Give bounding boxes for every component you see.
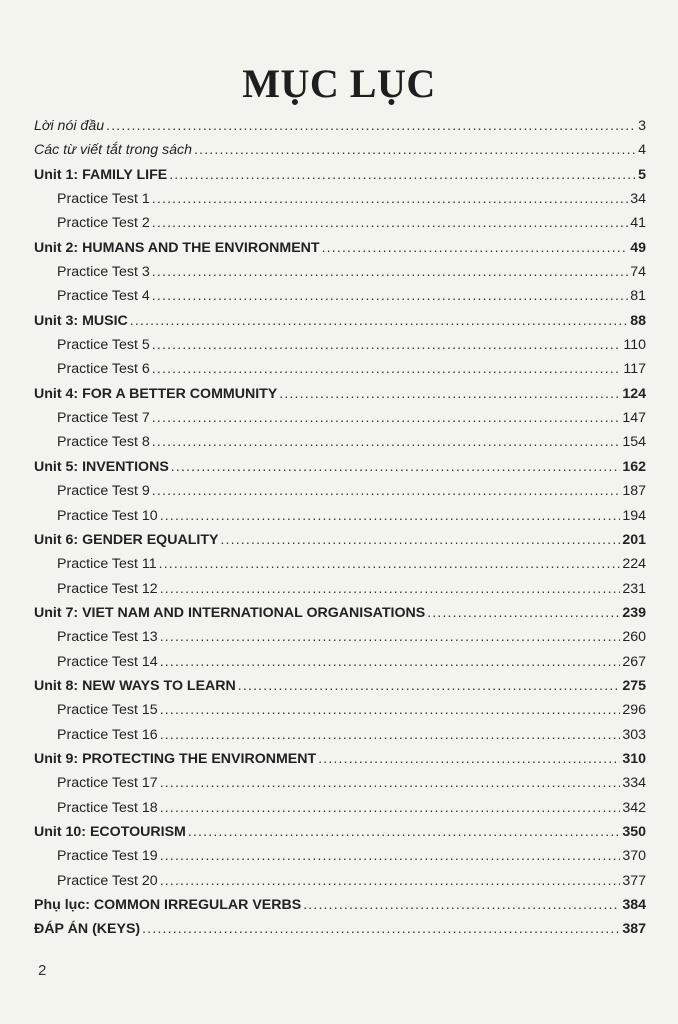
toc-entry-page: 260	[622, 629, 646, 646]
toc-entry-page: 147	[622, 410, 646, 427]
toc-entry	[34, 478, 646, 502]
toc-entry-label: Unit 3: MUSIC	[34, 312, 128, 329]
toc-entry-label: Practice Test 11	[57, 556, 157, 573]
toc-entry-label: Practice Test 20	[57, 872, 158, 889]
toc-entry-label: Phụ lục: COMMON IRREGULAR VERBS	[34, 897, 302, 913]
toc-entry-page: 334	[622, 775, 646, 792]
toc-entry-page: 194	[622, 507, 646, 524]
toc-entry-label: Practice Test 14	[57, 653, 158, 670]
toc-entry	[34, 454, 646, 478]
toc-entry-page: 110	[623, 337, 646, 354]
toc-entry-page: 154	[622, 434, 646, 451]
toc-entry-label: Practice Test 18	[57, 799, 158, 816]
page-title: MỤC LỤC	[242, 61, 436, 106]
toc-entry-label: Practice Test 19	[57, 848, 158, 865]
dot-leader	[160, 722, 621, 746]
dot-leader	[152, 283, 628, 307]
toc-entry	[34, 795, 646, 819]
dot-leader	[160, 503, 621, 527]
dot-leader	[160, 697, 621, 721]
toc-entry-page: 162	[622, 458, 646, 475]
toc-entry	[34, 503, 646, 527]
toc-entry-label: Unit 4: FOR A BETTER COMMUNITY	[34, 385, 278, 402]
toc-entry-page: 187	[622, 483, 646, 500]
toc-entry-label: Unit 10: ECOTOURISM	[34, 823, 186, 840]
toc-entry-label: Practice Test 3	[57, 264, 150, 281]
toc-entry-page: 377	[622, 872, 646, 889]
dot-leader	[169, 162, 636, 186]
toc-entry-label: Unit 2: HUMANS AND THE ENVIRONMENT	[34, 239, 320, 256]
toc-entry-label: Practice Test 15	[57, 702, 158, 719]
dot-leader	[106, 113, 636, 137]
toc-entry-page: 41	[630, 215, 646, 232]
toc-entry	[34, 429, 646, 453]
dot-leader	[152, 405, 621, 429]
toc-entry	[34, 308, 646, 332]
toc-entry	[34, 746, 646, 770]
toc-entry-page: 201	[622, 531, 646, 548]
toc-entry	[34, 235, 646, 259]
toc-entry	[34, 697, 646, 721]
page-number: 2	[38, 962, 47, 979]
toc-entry	[34, 210, 646, 234]
toc-entry	[34, 868, 646, 892]
toc-entry	[34, 649, 646, 673]
dot-leader	[152, 186, 628, 210]
dot-leader	[152, 478, 621, 502]
toc-entry-label: Unit 9: PROTECTING THE ENVIRONMENT	[34, 750, 317, 767]
toc-entry-label: Practice Test 4	[57, 288, 150, 305]
dot-leader	[130, 308, 628, 332]
toc-entry-label: Practice Test 6	[57, 361, 150, 378]
dot-leader	[160, 649, 621, 673]
toc-entry-label: Unit 1: FAMILY LIFE	[34, 166, 168, 183]
toc-entry-label: Practice Test 5	[57, 337, 150, 354]
dot-leader	[160, 795, 621, 819]
toc-entry-page: 310	[622, 750, 646, 767]
toc-entry	[34, 722, 646, 746]
toc-entry-label: Unit 5: INVENTIONS	[34, 458, 169, 475]
dot-leader	[160, 576, 621, 600]
toc-entry-label: Các từ viết tắt trong sách	[34, 142, 193, 159]
toc-entry	[34, 356, 646, 380]
toc-entry-label: ĐÁP ÁN (KEYS)	[34, 921, 141, 938]
toc-entry-page: 231	[622, 580, 646, 597]
toc-entry-label: Practice Test 12	[57, 580, 158, 597]
dot-leader	[160, 843, 621, 867]
dot-leader	[188, 819, 620, 843]
toc-entry	[34, 843, 646, 867]
toc-entry	[34, 332, 646, 356]
dot-leader	[238, 673, 621, 697]
toc-entry-page: 117	[623, 361, 646, 378]
dot-leader	[279, 381, 620, 405]
toc-entry-page: 296	[622, 702, 646, 719]
dot-leader	[160, 868, 621, 892]
toc-entry	[34, 551, 646, 575]
toc-entry-page: 239	[622, 604, 646, 621]
dot-leader	[318, 746, 620, 770]
toc-entry-label: Practice Test 10	[57, 507, 158, 524]
toc-entry	[34, 259, 646, 283]
dot-leader	[220, 527, 620, 551]
dot-leader	[152, 332, 622, 356]
toc-entry	[34, 892, 646, 916]
toc-entry-page: 34	[630, 191, 646, 208]
toc-entry-page: 275	[622, 677, 646, 694]
dot-leader	[194, 137, 636, 161]
toc-entry-page: 342	[622, 799, 646, 816]
dot-leader	[160, 770, 621, 794]
toc-entry	[34, 162, 646, 186]
toc-entry	[34, 819, 646, 843]
toc-entry	[34, 673, 646, 697]
toc-entry	[34, 186, 646, 210]
toc-entry-label: Practice Test 8	[57, 434, 150, 451]
toc-entry	[34, 405, 646, 429]
dot-leader	[322, 235, 629, 259]
dot-leader	[171, 454, 621, 478]
toc-entry-page: 303	[622, 726, 646, 743]
toc-entry-label: Practice Test 17	[57, 775, 158, 792]
dot-leader	[152, 210, 628, 234]
toc-entry	[34, 916, 646, 940]
dot-leader	[142, 916, 620, 940]
toc-entry-label: Practice Test 13	[57, 629, 158, 646]
toc-entry-page: 267	[622, 653, 646, 670]
dot-leader	[159, 551, 621, 575]
dot-leader	[152, 259, 628, 283]
dot-leader	[427, 600, 620, 624]
toc-entry-page: 387	[622, 921, 646, 938]
toc-entry	[34, 381, 646, 405]
toc-entry	[34, 576, 646, 600]
toc-entry-page: 350	[622, 823, 646, 840]
toc-entry	[34, 137, 646, 161]
toc-entry-page: 3	[638, 118, 646, 134]
toc-entry-label: Unit 6: GENDER EQUALITY	[34, 531, 219, 548]
dot-leader	[152, 356, 622, 380]
dot-leader	[152, 429, 621, 453]
toc-entry	[34, 283, 646, 307]
toc-entry-page: 81	[630, 288, 646, 305]
toc-entry-page: 124	[622, 385, 646, 402]
dot-leader	[160, 624, 621, 648]
toc-entry-page: 370	[622, 848, 646, 865]
toc-entry-page: 4	[638, 142, 646, 159]
toc-entry-label: Practice Test 9	[57, 483, 150, 500]
toc-entry-page: 384	[622, 897, 646, 913]
toc-entry-label: Unit 7: VIET NAM AND INTERNATIONAL ORGANISATIONS	[34, 604, 426, 621]
toc-entry-label: Practice Test 2	[57, 215, 150, 232]
toc-entry	[34, 770, 646, 794]
toc-entry-page: 49	[630, 239, 646, 256]
toc-entry-label: Practice Test 16	[57, 726, 158, 743]
toc-entry	[34, 113, 646, 137]
toc-entry-label: Unit 8: NEW WAYS TO LEARN	[34, 677, 236, 694]
toc-entry-page: 224	[622, 556, 646, 573]
toc-entry-label: Practice Test 1	[57, 191, 150, 208]
table-of-contents	[34, 113, 646, 941]
toc-entry	[34, 600, 646, 624]
dot-leader	[303, 892, 620, 916]
toc-entry	[34, 624, 646, 648]
toc-entry-page: 88	[630, 312, 646, 329]
toc-entry-label: Lời nói đầu	[34, 118, 105, 134]
toc-entry-label: Practice Test 7	[57, 410, 150, 427]
toc-entry-page: 5	[638, 166, 646, 183]
toc-entry	[34, 527, 646, 551]
toc-entry-page: 74	[630, 264, 646, 281]
